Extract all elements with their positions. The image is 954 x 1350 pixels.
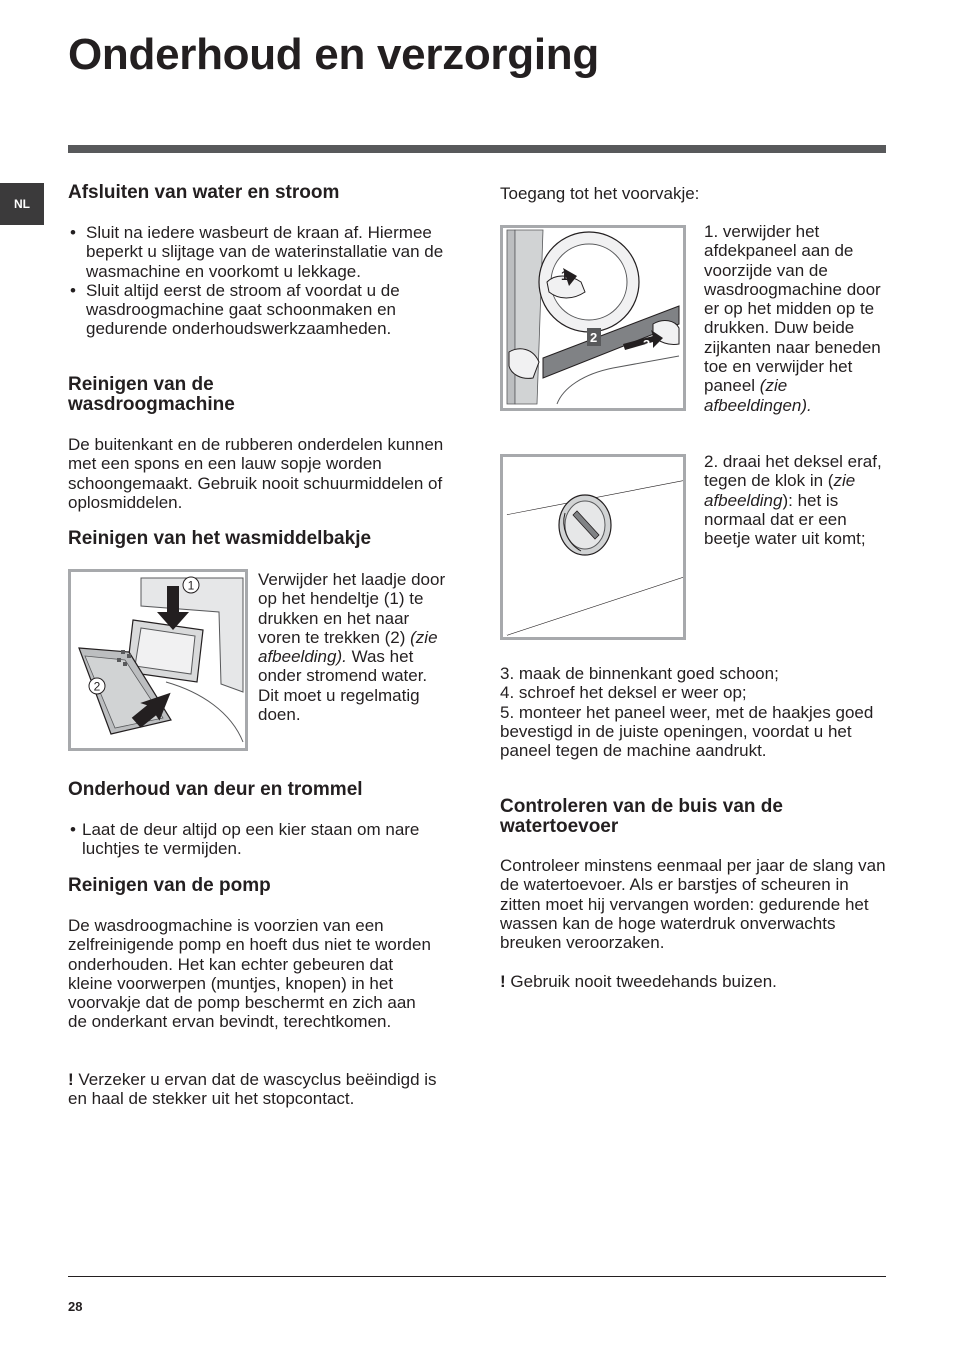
warning-mark: ! xyxy=(500,972,506,991)
water-power-list xyxy=(68,223,448,339)
step-2-part-1: 2. draai het deksel eraf, tegen de klok in ( xyxy=(704,452,882,491)
figure-label-2: 2 xyxy=(590,330,598,345)
panel-illustration xyxy=(503,228,683,408)
step-1-text xyxy=(704,222,886,415)
warning-text: Gebruik nooit tweedehands buizen. xyxy=(505,972,777,991)
step-2-italic: zie afbeelding xyxy=(704,471,856,510)
step-1-italic: (zie afbeeldingen). xyxy=(704,376,812,415)
step-2-text xyxy=(704,452,886,548)
water-hose-warning xyxy=(500,972,890,991)
list-item: • Sluit altijd eerst de stroom af voordat u de wasdroogmachine gaat schoonmaken en gedurende onderhoudswerkzaamheden. xyxy=(68,281,448,339)
section-heading-pump: Reinigen van de pomp xyxy=(68,875,271,896)
section-heading-water-hose: Controleren van de buis van de watertoevoer xyxy=(500,796,783,837)
footer-rule xyxy=(68,1276,886,1277)
list-item: • Sluit na iedere wasbeurt de kraan af. Hiermee beperkt u slijtage van de waterinstallatie van de wasmachine en voorkomt u lekkage. xyxy=(68,223,448,281)
step-1-part-1: 1. verwijder het afdekpaneel aan de voorzijde van de wasdroogmachine door er op het midden op te drukken. Duw beide zijkanten naar beneden toe en verwijder het paneel xyxy=(704,222,881,396)
step-2-part-2: ): het is normaal dat er een beetje water uit komt; xyxy=(704,490,866,549)
warning-mark: ! xyxy=(68,1070,74,1089)
figure-label-2: 2 xyxy=(93,679,101,694)
detergent-drawer-text xyxy=(258,570,448,724)
pump-warning xyxy=(68,1070,458,1109)
section-heading-cleaning-machine: Reinigen van de wasdroogmachine xyxy=(68,374,235,415)
further-steps-list xyxy=(500,664,890,760)
pump-text: De wasdroogmachine is voorzien van een zelfreinigende pomp en hoeft dus niet te worden onderhouden. Het kan echter gebeuren dat kleine voorwerpen (muntjes, knopen) in het voorvakje dat de pomp beschermt en zich aan de onderkant ervan bevindt, terechtkomen. xyxy=(68,916,431,1032)
section-heading-water-power: Afsluiten van water en stroom xyxy=(68,182,340,203)
language-label: NL xyxy=(14,197,30,211)
detergent-drawer-figure xyxy=(68,569,248,751)
drawer-illustration xyxy=(71,572,245,748)
cleaning-machine-text: De buitenkant en de rubberen onderdelen kunnen met een spons en een lauw sopje worden schoongemaakt. Gebruik nooit schuurmiddelen of oplosmiddelen. xyxy=(68,435,444,512)
figure-label-1: 1 xyxy=(187,578,195,593)
drawer-text-part-1: Verwijder het laadje door op het hendeltje (1) te drukken en het naar voren te trekken (2) xyxy=(258,570,446,647)
access-intro: Toegang tot het voorvakje: xyxy=(500,184,700,203)
warning-text: Verzeker u ervan dat de wascyclus beëindigd is en haal de stekker uit het stopcontact. xyxy=(68,1070,437,1109)
figure-label-3: 3 xyxy=(643,337,651,352)
language-tab xyxy=(0,183,44,225)
list-item: 4. schroef het deksel er weer op; xyxy=(500,683,747,703)
pump-cover-figure xyxy=(500,454,686,640)
list-item: • Laat de deur altijd op een kier staan om nare luchtjes te vermijden. xyxy=(68,820,458,859)
pump-cover-illustration xyxy=(503,457,683,637)
drawer-text-italic: (zie afbeelding). xyxy=(258,627,438,667)
section-heading-door-drum: Onderhoud van deur en trommel xyxy=(68,779,363,800)
drawer-text-part-2: Was het onder stromend water. Dit moet u regelmatig doen. xyxy=(258,647,428,725)
list-item: 5. monteer het paneel weer, met de haakjes goed bevestigd in de juiste openingen, voordat u het paneel tegen de machine aandrukt. xyxy=(500,702,874,761)
panel-removal-figure xyxy=(500,225,686,411)
figure-label-1: 1 xyxy=(561,268,569,283)
water-hose-text: Controleer minstens eenmaal per jaar de slang van de watertoevoer. Als er barstjes of scheuren in zitten moet hij vervangen worden: gedurende het wassen kan de hoge waterdruk onverwachts breuken veroorzaken. xyxy=(500,856,886,953)
section-heading-detergent-drawer: Reinigen van het wasmiddelbakje xyxy=(68,528,372,549)
list-item: 3. maak de binnenkant goed schoon; xyxy=(500,664,779,683)
door-drum-list xyxy=(68,820,458,859)
page-number: 28 xyxy=(68,1299,83,1314)
page-title: Onderhoud en verzorging xyxy=(68,30,599,79)
header-rule xyxy=(68,145,886,153)
